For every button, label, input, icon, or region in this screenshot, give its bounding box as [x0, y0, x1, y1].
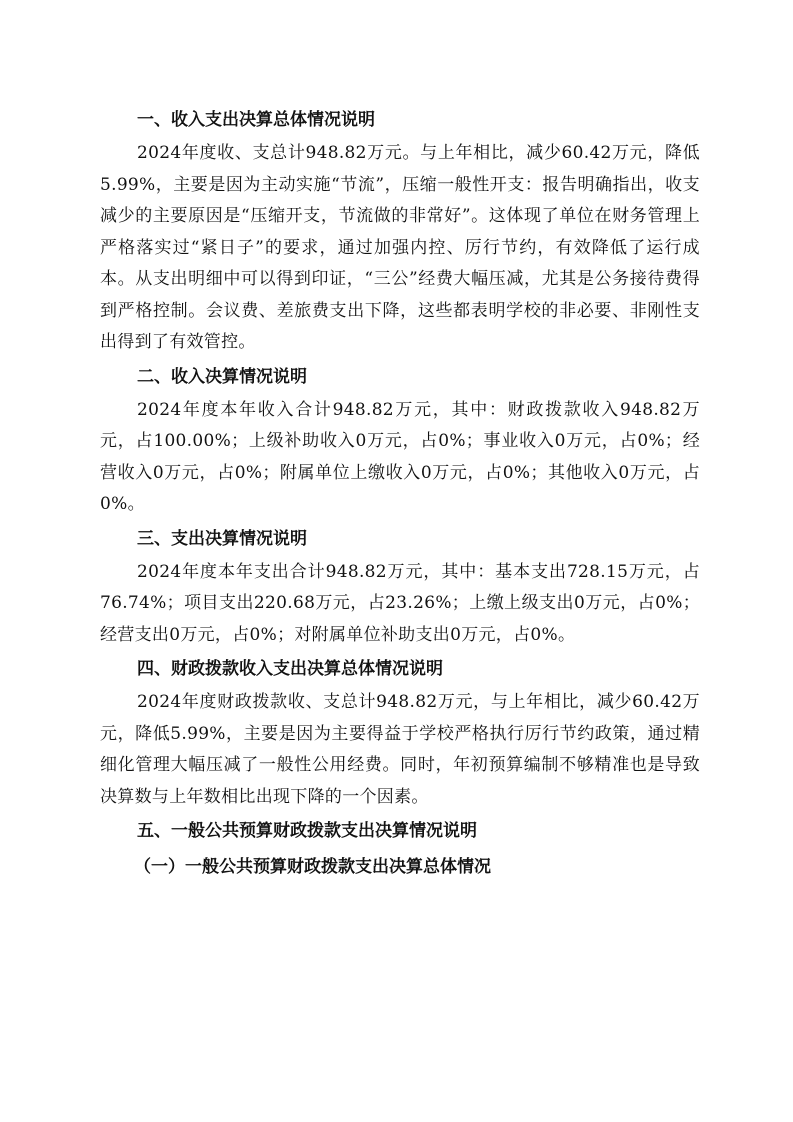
- section-4-heading: 四、财政拨款收入支出决算总体情况说明: [137, 659, 443, 679]
- section-5-subheading: （一）一般公共预算财政拨款支出决算总体情况: [134, 857, 491, 877]
- section-2-body: 2024年度本年收入合计948.82万元，其中：财政拨款收入948.82万元，占100.00%；上级补助收入0万元，占0%；事业收入0万元，占0%；经营收入0万元，占0%；附属单位上缴收入0万元，占0%；其他收入0万元，占0%。: [100, 399, 700, 514]
- section-2-heading: 二、收入决算情况说明: [137, 366, 307, 387]
- section-3-heading: 三、支出决算情况说明: [137, 528, 307, 549]
- document-content: [100, 104, 700, 883]
- section-5-heading: 五、一般公共预算财政拨款支出决算情况说明: [137, 821, 477, 841]
- section-1-heading: 一、收入支出决算总体情况说明: [137, 110, 375, 130]
- section-3-body: 2024年度本年支出合计948.82万元，其中：基本支出728.15万元，占76.74%；项目支出220.68万元，占23.26%；上缴上级支出0万元，占0%；经营支出0万元，占0%；对附属单位补助支出0万元，占0%。: [100, 561, 700, 645]
- section-4-body: 2024年度财政拨款收、支总计948.82万元，与上年相比，减少60.42万元，降低5.99%，主要是因为主要得益于学校严格执行厉行节约政策，通过精细化管理大幅压减了一般性公用经费。同时，年初预算编制不够精准也是导致决算数与上年数相比出现下降的一个因素。: [100, 692, 700, 807]
- section-1-body: 2024年度收、支总计948.82万元。与上年相比，减少60.42万元，降低5.99%，主要是因为主动实施“节流”，压缩一般性开支：报告明确指出，收支减少的主要原因是“压缩开支，节流做的非常好”。这体现了单位在财务管理上严格落实过“紧日子”的要求，通过加强内控、厉行节约，有效降低了运行成本。从支出明细中可以得到印证，“三公”经费大幅压减，尤其是公务接待费得到严格控制。会议费、差旅费支出下降，这些都表明学校的非必要、非刚性支出得到了有效管控。: [100, 143, 700, 352]
